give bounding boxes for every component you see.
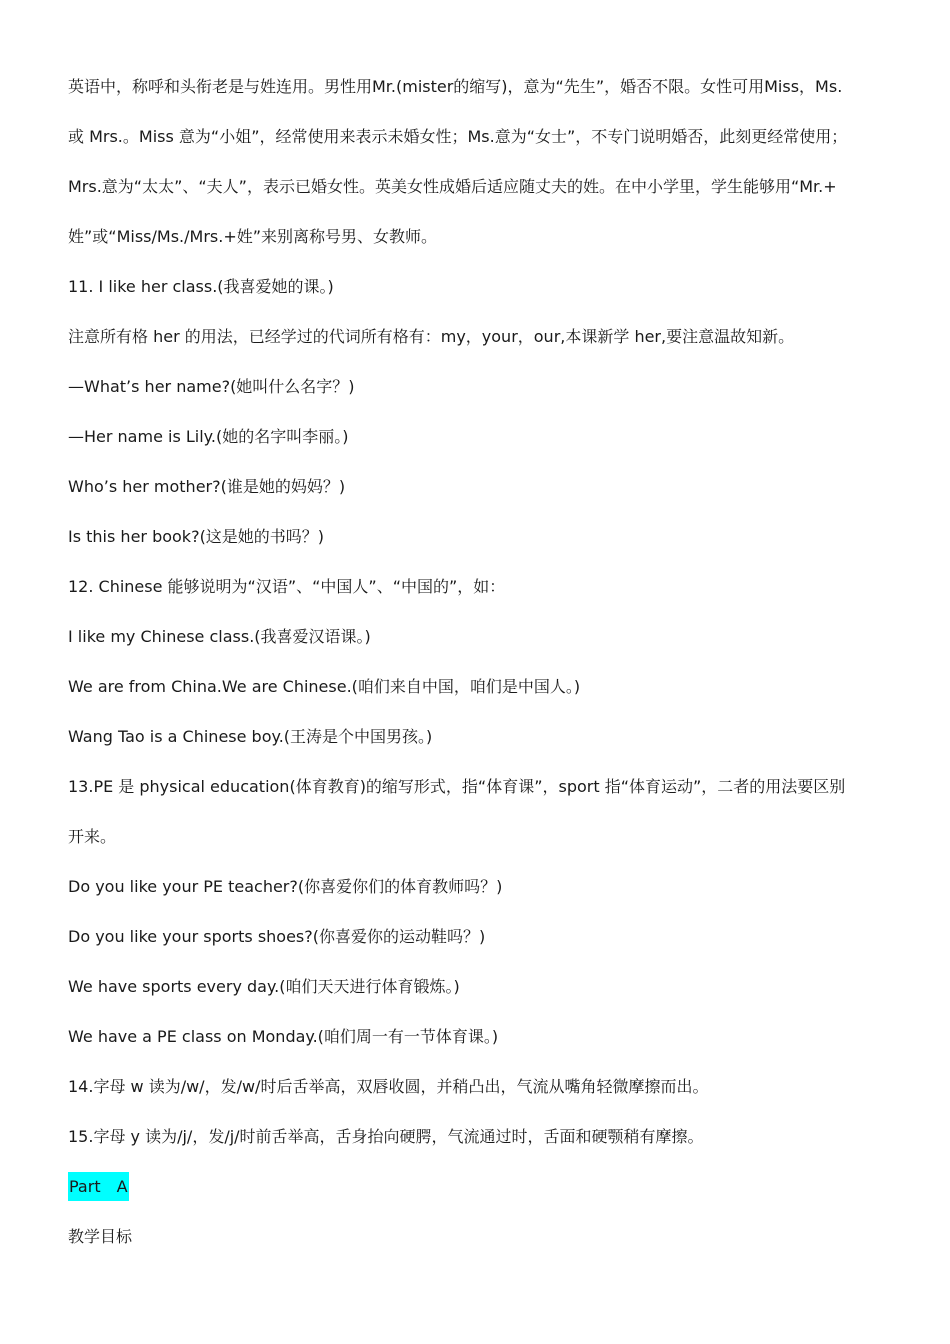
example-sentence: We have sports every day.(咱们天天进行体育锻炼。) [68, 977, 460, 996]
item-heading-11: 11. I like her class.(我喜爱她的课。) [68, 277, 334, 296]
item-heading-13: 13.PE 是 physical education(体育教育)的缩写形式，指“体育课”，sport 指“体育运动”，二者的用法要区别 [68, 777, 846, 796]
document-page [68, 62, 898, 1262]
item-heading-15: 15.字母 y 读为/j/，发/j/时前舌举高，舌身抬向硬腭，气流通过时，舌面和硬颚稍有摩擦。 [68, 1127, 704, 1146]
part-heading: Part A [68, 1172, 129, 1201]
example-sentence: Do you like your sports shoes?(你喜爱你的运动鞋吗？) [68, 927, 486, 946]
paragraph-line: 英语中，称呼和头衔老是与姓连用。男性用Mr.(mister的缩写)，意为“先生”，婚否不限。女性可用Miss，Ms. [68, 77, 843, 96]
section-title: 教学目标 [68, 1227, 133, 1246]
paragraph-line: 开来。 [68, 827, 117, 846]
example-sentence: Who’s her mother?(谁是她的妈妈？) [68, 477, 346, 496]
example-sentence: —What’s her name?(她叫什么名字？) [68, 377, 355, 396]
example-sentence: Wang Tao is a Chinese boy.(王涛是个中国男孩。) [68, 727, 433, 746]
example-sentence: Do you like your PE teacher?(你喜爱你们的体育教师吗？) [68, 877, 503, 896]
example-sentence: We are from China.We are Chinese.(咱们来自中国，咱们是中国人。) [68, 677, 581, 696]
item-heading-14: 14.字母 w 读为/w/，发/w/时后舌举高，双唇收圆，并稍凸出，气流从嘴角轻微摩擦而出。 [68, 1077, 709, 1096]
example-sentence: I like my Chinese class.(我喜爱汉语课。) [68, 627, 371, 646]
example-sentence: —Her name is Lily.(她的名字叫李丽。) [68, 427, 349, 446]
item-heading-12: 12. Chinese 能够说明为“汉语”、“中国人”、“中国的”，如： [68, 577, 506, 596]
paragraph-line: 姓”或“Miss/Ms./Mrs.+姓”来别离称号男、女教师。 [68, 227, 438, 246]
example-sentence: Is this her book?(这是她的书吗？) [68, 527, 325, 546]
paragraph-line: Mrs.意为“太太”、“夫人”，表示已婚女性。英美女性成婚后适应随丈夫的姓。在中小学里，学生能够用“Mr.+ [68, 177, 837, 196]
paragraph-line: 注意所有格 her 的用法，已经学过的代词所有格有：my，your，our,本课新学 her,要注意温故知新。 [68, 327, 795, 346]
paragraph-line: 或 Mrs.。Miss 意为“小姐”，经常使用来表示未婚女性；Ms.意为“女士”，不专门说明婚否，此刻更经常使用； [68, 127, 848, 146]
example-sentence: We have a PE class on Monday.(咱们周一有一节体育课。) [68, 1027, 499, 1046]
part-heading-line [68, 1162, 898, 1212]
